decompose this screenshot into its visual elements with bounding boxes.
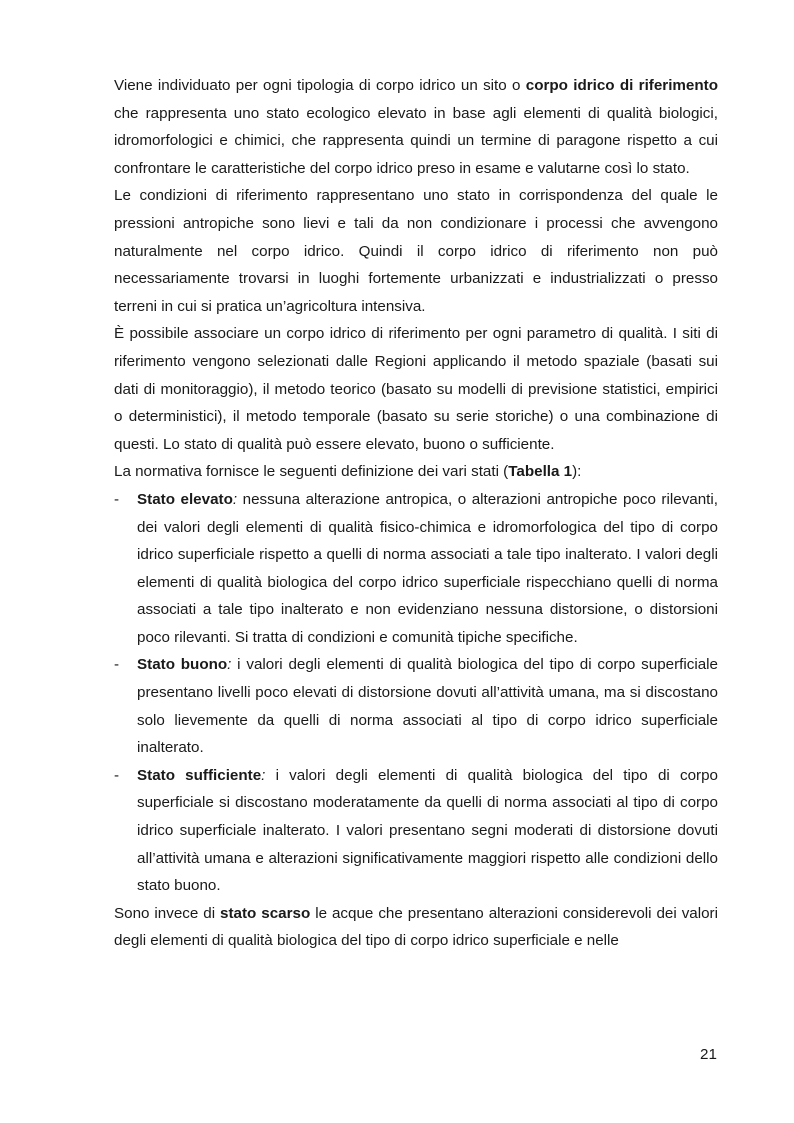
page-body	[114, 72, 718, 955]
paragraph-reference-body	[114, 72, 718, 182]
page-number: 21	[700, 1046, 717, 1063]
paragraph-definitions-intro	[114, 458, 718, 486]
definition-term: Stato elevato	[137, 490, 233, 508]
definitions-list	[114, 486, 718, 900]
paragraph-text: La normativa fornisce le seguenti definizione dei vari stati (	[114, 463, 509, 481]
list-dash: -	[114, 490, 120, 508]
definition-item-buono	[114, 651, 718, 761]
definition-term: Stato buono	[137, 656, 228, 674]
definition-separator: :	[261, 766, 266, 784]
bold-term-stato-scarso: stato scarso	[220, 904, 311, 922]
definition-separator: :	[232, 490, 238, 508]
paragraph-reference-sites: È possibile associare un corpo idrico di riferimento per ogni parametro di qualità. I siti di riferimento vengono selezionati dalle Regioni applicando il metodo spaziale (basati sui dati di monitoraggio), il metodo teorico (basato su modelli di previsione statistici, empirici o deterministici), il metodo temporale (basato su serie storiche) o una combinazione di questi. Lo stato di qualità può essere elevato, buono o sufficiente.	[114, 325, 718, 453]
paragraph-text: che rappresenta uno stato ecologico elevato in base agli elementi di qualità biologici, idromorfologici e chimici, che rappresenta quindi un termine di paragone rispetto a cui confrontare le caratteristiche del corpo idrico preso in esame e valutarne così lo stato.	[114, 104, 718, 177]
definition-text: i valori degli elementi di qualità biologica del tipo di corpo superficiale presentano livelli poco elevati di distorsione dovuti all’attività umana, ma si discostano solo lievemente da quelli di norma associati al tipo di corpo idrico superficiale inalterato.	[137, 656, 718, 757]
paragraph-reference-conditions: Le condizioni di riferimento rappresentano uno stato in corrispondenza del quale le pressioni antropiche sono lievi e tali da non condizionare i processi che avvengono naturalmente nel corpo idrico. Quindi il corpo idrico di riferimento non può necessariamente trovarsi in luoghi fortemente urbanizzati e industrializzati o presso terreni in cui si pratica un’agricoltura intensiva.	[114, 187, 718, 315]
list-dash: -	[114, 766, 120, 784]
paragraph-text: Viene individuato per ogni tipologia di corpo idrico un sito o	[114, 77, 526, 94]
table-reference-link: Tabella 1	[508, 463, 573, 481]
definition-text: i valori degli elementi di qualità biologica del tipo di corpo superficiale si discostano moderatamente da quelli di norma associati al tipo di corpo idrico superficiale inalterato. I valori presentano segni moderati di distorsione dovuti all’attività umana e alterazioni significativamente maggiori rispetto alle condizioni dello stato buono.	[137, 766, 718, 895]
paragraph-text: ):	[572, 463, 582, 481]
list-dash: -	[114, 656, 120, 674]
definition-item-elevato	[114, 486, 718, 652]
definition-item-sufficiente	[114, 762, 718, 900]
paragraph-text: Sono invece di	[114, 904, 221, 922]
paragraph-text: le acque che presentano alterazioni considerevoli dei valori degli elementi di qualità biologica del tipo di corpo idrico superficiale e nelle	[114, 904, 718, 950]
definition-separator: :	[227, 656, 232, 674]
bold-term-reference-body: corpo idrico di riferimento	[525, 77, 718, 94]
paragraph-stato-scarso	[114, 900, 718, 955]
definition-term: Stato sufficiente	[137, 766, 262, 784]
definition-text: nessuna alterazione antropica, o alterazioni antropiche poco rilevanti, dei valori degli elementi di qualità fisico-chimica e idromorfologica del tipo di corpo idrico superficiale rispetto a quelli di norma associati a tale tipo inalterato. I valori degli elementi di qualità biologica del corpo idrico superficiale rispecchiano quelli di norma associati a tale tipo inalterato e non evidenziano nessuna distorsione, o distorsioni poco rilevanti. Si tratta di condizioni e comunità tipiche specifiche.	[137, 490, 718, 646]
